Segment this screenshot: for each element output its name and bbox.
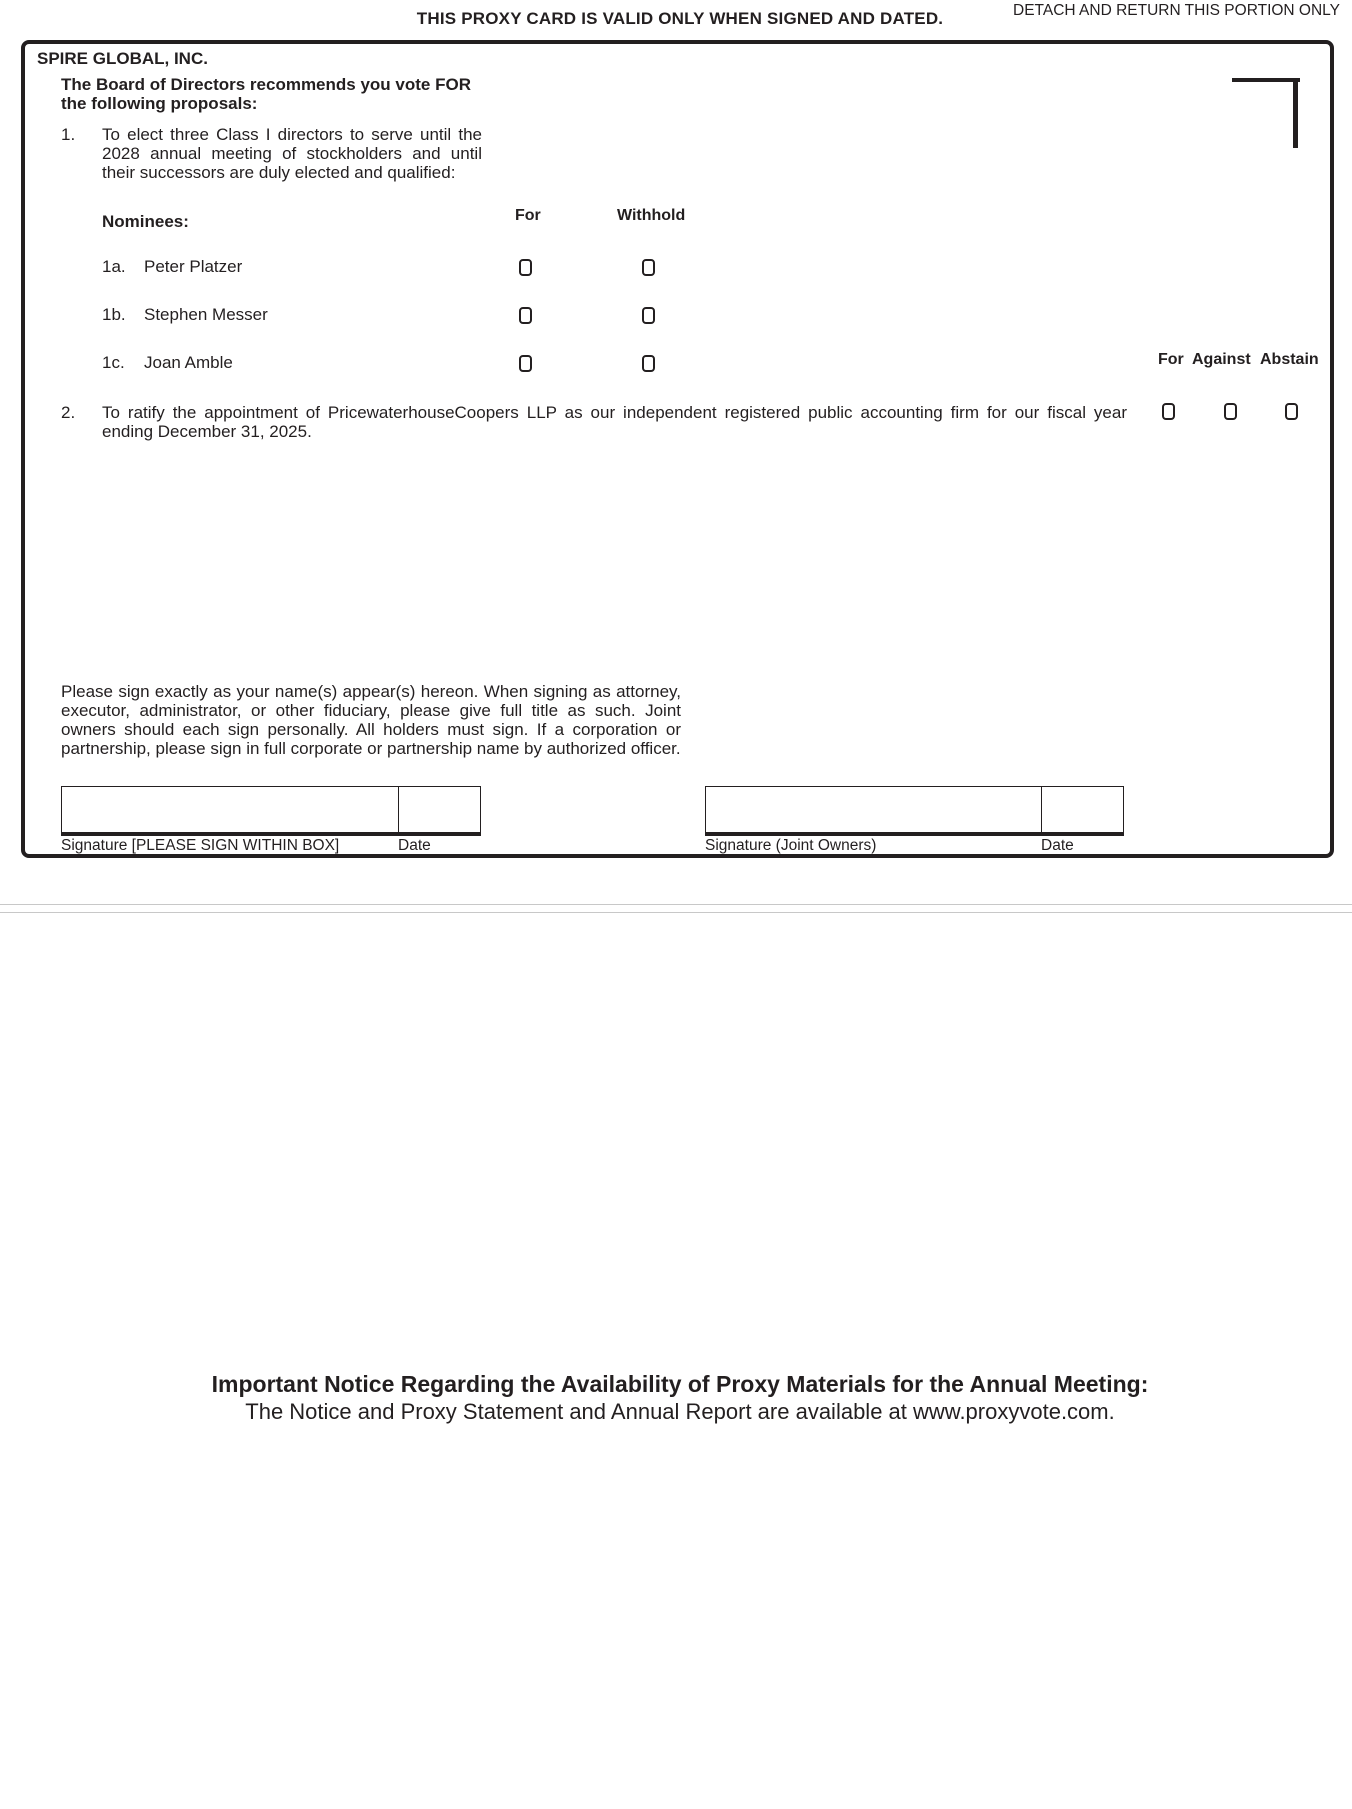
date-label: Date: [398, 837, 431, 854]
proposal-2-column-for: For: [1158, 351, 1184, 368]
joint-signature-label: Signature (Joint Owners): [705, 837, 877, 854]
proposal-2-number: 2.: [61, 403, 76, 422]
company-name: SPIRE GLOBAL, INC.: [37, 49, 208, 68]
perforation-line-2: [0, 912, 1352, 913]
nominee-1c-number: 1c.: [102, 353, 125, 372]
nominee-1a-number: 1a.: [102, 257, 126, 276]
notice-body: The Notice and Proxy Statement and Annual Report are available at www.proxyvote.com.: [245, 1399, 1115, 1424]
nominees-heading: Nominees:: [102, 212, 189, 231]
proposal-2-abstain-checkbox[interactable]: [1285, 403, 1298, 420]
proposal-1-number: 1.: [61, 125, 76, 144]
proposal-2-column-abstain: Abstain: [1260, 351, 1319, 368]
notice-title: Important Notice Regarding the Availability of Proxy Materials for the Annual Meeting:: [211, 1371, 1149, 1397]
proposal-2-text: To ratify the appointment of PricewaterhouseCoopers LLP as our independent registered public accounting firm for our fiscal year ending December 31, 2025.: [102, 403, 1127, 441]
nominee-1b-for-checkbox[interactable]: [519, 307, 532, 324]
nominee-1c-name: Joan Amble: [144, 353, 233, 372]
valid-notice: THIS PROXY CARD IS VALID ONLY WHEN SIGNED AND DATED.: [416, 9, 944, 28]
corner-mark-vertical: [1293, 78, 1298, 148]
nominee-1a-for-checkbox[interactable]: [519, 259, 532, 276]
joint-date-box[interactable]: [1041, 786, 1124, 836]
signature-label: Signature [PLEASE SIGN WITHIN BOX]: [61, 837, 340, 854]
nominee-1a-name: Peter Platzer: [144, 257, 243, 276]
proposal-2-column-against: Against: [1192, 351, 1251, 368]
nominee-1b-withhold-checkbox[interactable]: [642, 307, 655, 324]
proposal-2-against-checkbox[interactable]: [1224, 403, 1237, 420]
nominee-1b-number: 1b.: [102, 305, 126, 324]
signature-box[interactable]: [61, 786, 399, 836]
column-withhold: Withhold: [617, 207, 686, 224]
signing-instructions: Please sign exactly as your name(s) appear(s) hereon. When signing as attorney, executor, administrator, or other fiduciary, please give full title as such. Joint owners should each sign personally. All holders must sign. If a corporation or partnership, please sign in full corporate or partnership name by authorized officer.: [61, 682, 681, 758]
nominee-1a-withhold-checkbox[interactable]: [642, 259, 655, 276]
proposal-1-text: To elect three Class I directors to serve until the 2028 annual meeting of stockholders and until their successors are duly elected and qualified:: [102, 125, 482, 182]
board-recommendation: The Board of Directors recommends you vote FOR the following proposals:: [61, 75, 471, 113]
joint-signature-box[interactable]: [705, 786, 1042, 836]
proposal-2-for-checkbox[interactable]: [1162, 403, 1175, 420]
date-box[interactable]: [398, 786, 481, 836]
nominee-1c-withhold-checkbox[interactable]: [642, 355, 655, 372]
detach-notice: DETACH AND RETURN THIS PORTION ONLY: [1013, 2, 1340, 19]
nominee-1c-for-checkbox[interactable]: [519, 355, 532, 372]
perforation-line: [0, 904, 1352, 905]
column-for: For: [515, 207, 541, 224]
nominee-1b-name: Stephen Messer: [144, 305, 268, 324]
joint-date-label: Date: [1041, 837, 1074, 854]
corner-mark: [1232, 78, 1300, 82]
